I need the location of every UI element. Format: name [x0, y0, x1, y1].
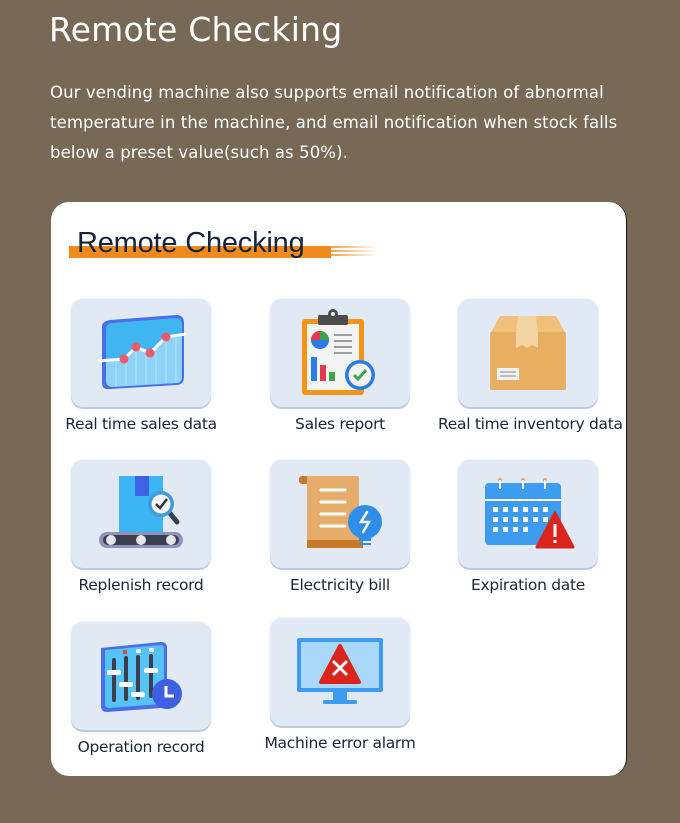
- feature-replenish-record: [51, 460, 231, 594]
- feature-tile: [458, 460, 598, 568]
- feature-label: Machine error alarm: [264, 734, 416, 752]
- card-heading-text: Remote Checking: [77, 227, 305, 259]
- calendar-warning-icon: [481, 477, 575, 551]
- feature-machine-error-alarm: [250, 618, 430, 752]
- page-title: Remote Checking: [49, 10, 343, 49]
- bill-lightbulb-icon: [297, 474, 383, 554]
- feature-operation-record: [51, 622, 231, 756]
- feature-label: Sales report: [295, 415, 385, 433]
- feature-real-time-sales-data: [51, 299, 231, 433]
- intro-description: Our vending machine also supports email notification of abnormal temperature in the machine, and email notification when stock falls below a preset value(such as 50%).: [50, 83, 618, 162]
- card-heading: [69, 224, 305, 264]
- feature-electricity-bill: [250, 460, 430, 594]
- clipboard-report-icon: [298, 307, 382, 399]
- feature-expiration-date: [438, 460, 618, 594]
- sliders-clock-icon: [97, 638, 185, 714]
- heading-underline-streak: [319, 246, 379, 258]
- line-chart-icon: [96, 313, 186, 393]
- feature-label: Real time sales data: [65, 415, 217, 433]
- feature-tile: [71, 299, 211, 407]
- feature-label: Electricity bill: [290, 576, 390, 594]
- feature-tile: [458, 299, 598, 407]
- feature-label: Replenish record: [78, 576, 204, 594]
- remote-checking-card: [51, 202, 627, 776]
- feature-sales-report: [250, 299, 430, 433]
- box-icon: [488, 314, 568, 392]
- feature-tile: [270, 618, 410, 726]
- monitor-error-icon: [295, 636, 385, 708]
- conveyor-box-check-icon: [95, 474, 187, 554]
- feature-tile: [270, 299, 410, 407]
- feature-tile: [71, 460, 211, 568]
- feature-real-time-inventory-data: [438, 299, 623, 433]
- feature-label: Operation record: [77, 738, 205, 756]
- feature-tile: [270, 460, 410, 568]
- feature-tile: [71, 622, 211, 730]
- feature-label: Real time inventory data: [438, 415, 623, 433]
- feature-label: Expiration date: [470, 576, 586, 594]
